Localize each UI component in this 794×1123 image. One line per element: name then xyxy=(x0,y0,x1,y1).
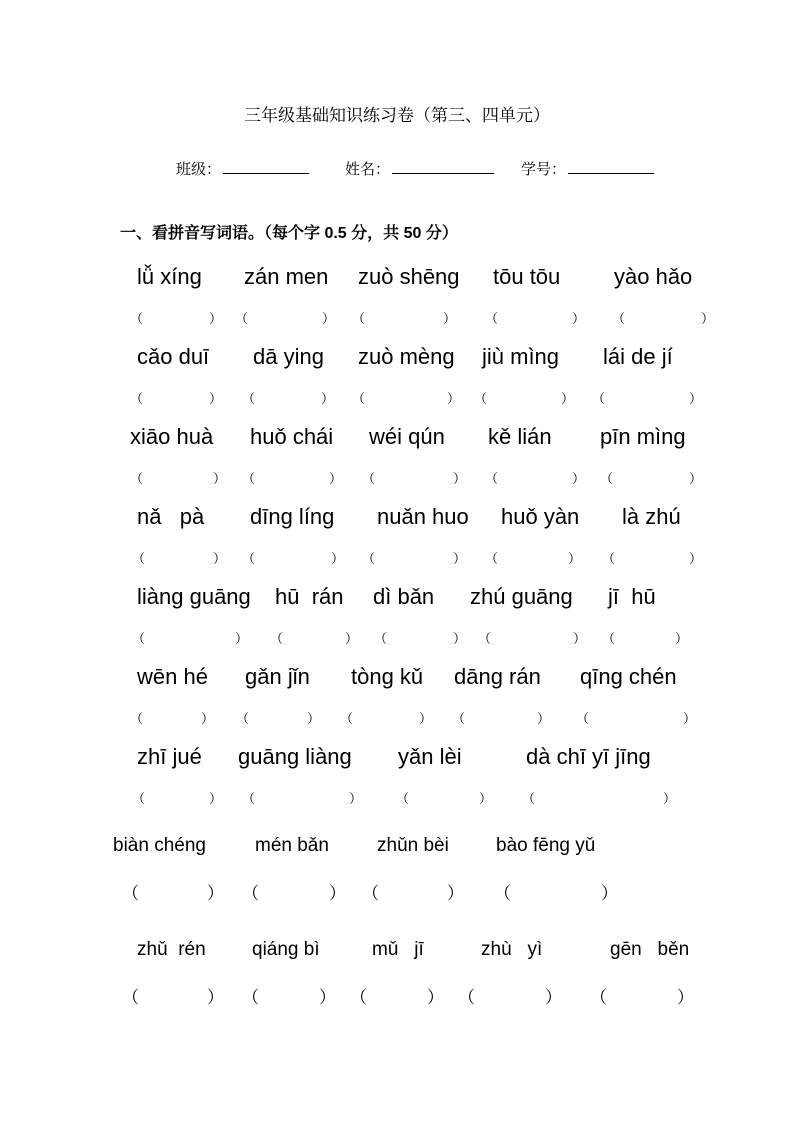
pinyin-word: nǎ pà xyxy=(137,504,205,529)
pinyin-word: liàng guāng xyxy=(137,584,251,609)
pinyin-word: dīng líng xyxy=(250,504,335,529)
pinyin-word: huǒ chái xyxy=(250,424,334,449)
pinyin-row xyxy=(0,502,794,532)
class-field[interactable] xyxy=(176,158,309,179)
answer-blank[interactable]: （ ） xyxy=(340,711,432,726)
answer-blank[interactable]: （ ） xyxy=(592,391,702,406)
answer-row xyxy=(0,389,794,413)
answer-blank[interactable]: （ ） xyxy=(374,631,466,646)
name-label: 姓名： xyxy=(345,161,391,178)
answer-row xyxy=(0,469,794,493)
student-info-row xyxy=(0,158,794,182)
pinyin-word: zhǔn bèi xyxy=(377,835,449,856)
pinyin-word: dà chī yī jīng xyxy=(526,744,651,769)
pinyin-word: zhú guāng xyxy=(470,584,573,609)
pinyin-word: pīn mìng xyxy=(600,424,686,449)
answer-blank[interactable]: （ ） xyxy=(612,311,714,326)
answer-blank[interactable]: （ ） xyxy=(362,471,466,486)
pinyin-word: mén bǎn xyxy=(255,835,329,856)
pinyin-word: là zhú xyxy=(622,504,681,529)
pinyin-word: zhī jué xyxy=(137,744,202,769)
answer-row xyxy=(0,629,794,653)
answer-blank[interactable]: （ ） xyxy=(478,631,586,646)
answer-row xyxy=(0,884,794,908)
id-label: 学号： xyxy=(521,161,567,178)
answer-blank[interactable]: （ ） xyxy=(485,471,585,486)
pinyin-word: hū rán xyxy=(275,584,344,609)
pinyin-word: jiù mìng xyxy=(482,344,560,369)
answer-row xyxy=(0,988,794,1012)
pinyin-word: dì bǎn xyxy=(373,584,435,609)
pinyin-word: guāng liàng xyxy=(238,744,352,769)
section-1-heading: 一、看拼音写词语。（每个字 0.5 分，共 50 分） xyxy=(120,225,458,242)
pinyin-word: yào hǎo xyxy=(614,264,693,289)
answer-row xyxy=(0,709,794,733)
answer-blank[interactable]: （ ） xyxy=(132,631,248,646)
pinyin-word: tòng kǔ xyxy=(351,664,424,689)
answer-blank[interactable]: （ ） xyxy=(236,711,320,726)
pinyin-word: wēn hé xyxy=(137,664,208,689)
answer-blank[interactable]: （ ） xyxy=(122,988,224,1007)
pinyin-word: qīng chén xyxy=(580,664,677,689)
answer-blank[interactable]: （ ） xyxy=(522,791,676,806)
answer-blank[interactable]: （ ） xyxy=(576,711,696,726)
page-title: 三年级基础知识练习卷（第三、四单元） xyxy=(244,106,550,125)
answer-blank[interactable]: （ ） xyxy=(132,551,226,566)
pinyin-word: zhǔ rén xyxy=(137,939,206,960)
answer-row xyxy=(0,549,794,573)
pinyin-row xyxy=(0,662,794,692)
pinyin-word: huǒ yàn xyxy=(501,504,580,529)
name-field[interactable] xyxy=(345,158,494,179)
pinyin-word: dāng rán xyxy=(454,664,541,689)
answer-blank[interactable]: （ ） xyxy=(270,631,358,646)
pinyin-word: zán men xyxy=(244,264,329,289)
pinyin-word: kě lián xyxy=(488,424,552,449)
answer-blank[interactable]: （ ） xyxy=(242,471,342,486)
answer-blank[interactable]: （ ） xyxy=(242,551,344,566)
id-blank[interactable] xyxy=(568,159,654,174)
pinyin-row xyxy=(0,831,794,861)
pinyin-word: lái de jí xyxy=(603,344,673,369)
answer-blank[interactable]: （ ） xyxy=(130,391,222,406)
pinyin-word: gēn běn xyxy=(610,939,690,960)
pinyin-word: qiáng bì xyxy=(252,939,320,960)
answer-blank[interactable]: （ ） xyxy=(590,988,694,1007)
answer-blank[interactable]: （ ） xyxy=(130,311,222,326)
pinyin-word: lǚ xíng xyxy=(137,264,202,289)
name-blank[interactable] xyxy=(392,159,494,174)
pinyin-word: zuò shēng xyxy=(358,264,460,289)
answer-blank[interactable]: （ ） xyxy=(362,551,466,566)
id-field[interactable] xyxy=(521,158,654,179)
class-label: 班级： xyxy=(176,161,222,178)
pinyin-word: mǔ jī xyxy=(372,939,424,960)
answer-blank[interactable]: （ ） xyxy=(602,551,702,566)
pinyin-word: biàn chéng xyxy=(113,835,206,856)
pinyin-word: jī hū xyxy=(608,584,656,609)
answer-row xyxy=(0,309,794,333)
answer-blank[interactable]: （ ） xyxy=(242,988,336,1007)
answer-blank[interactable]: （ ） xyxy=(494,884,618,903)
pinyin-word: tōu tōu xyxy=(493,264,561,289)
answer-blank[interactable]: （ ） xyxy=(396,791,492,806)
pinyin-row xyxy=(0,935,794,965)
pinyin-word: dā ying xyxy=(253,344,324,369)
answer-blank[interactable]: （ ） xyxy=(122,884,224,903)
answer-blank[interactable]: （ ） xyxy=(362,884,464,903)
answer-blank[interactable]: （ ） xyxy=(602,631,688,646)
pinyin-word: gǎn jǐn xyxy=(245,664,310,689)
pinyin-word: nuǎn huo xyxy=(377,504,469,529)
pinyin-row xyxy=(0,262,794,292)
answer-blank[interactable]: （ ） xyxy=(352,311,456,326)
answer-blank[interactable]: （ ） xyxy=(452,711,550,726)
answer-blank[interactable]: （ ） xyxy=(485,551,581,566)
answer-blank[interactable]: （ ） xyxy=(485,311,585,326)
answer-blank[interactable]: （ ） xyxy=(242,391,334,406)
answer-blank[interactable]: （ ） xyxy=(242,791,362,806)
pinyin-word: zhù yì xyxy=(481,939,543,960)
answer-blank[interactable]: （ ） xyxy=(130,471,226,486)
answer-blank[interactable]: （ ） xyxy=(350,988,444,1007)
pinyin-row xyxy=(0,342,794,372)
answer-blank[interactable]: （ ） xyxy=(235,311,335,326)
pinyin-word: cǎo duī xyxy=(137,344,210,369)
pinyin-word: wéi qún xyxy=(369,424,445,449)
pinyin-word: bào fēng yǔ xyxy=(496,835,596,856)
pinyin-row xyxy=(0,582,794,612)
answer-blank[interactable]: （ ） xyxy=(130,711,214,726)
answer-blank[interactable]: （ ） xyxy=(132,791,222,806)
answer-blank[interactable]: （ ） xyxy=(600,471,702,486)
pinyin-word: yǎn lèi xyxy=(398,744,462,769)
answer-blank[interactable]: （ ） xyxy=(352,391,460,406)
answer-row xyxy=(0,789,794,813)
pinyin-row xyxy=(0,742,794,772)
class-blank[interactable] xyxy=(223,159,309,174)
pinyin-row xyxy=(0,422,794,452)
pinyin-word: zuò mèng xyxy=(358,344,455,369)
answer-blank[interactable]: （ ） xyxy=(474,391,574,406)
pinyin-word: xiāo huà xyxy=(130,424,214,449)
answer-blank[interactable]: （ ） xyxy=(458,988,562,1007)
answer-blank[interactable]: （ ） xyxy=(242,884,346,903)
